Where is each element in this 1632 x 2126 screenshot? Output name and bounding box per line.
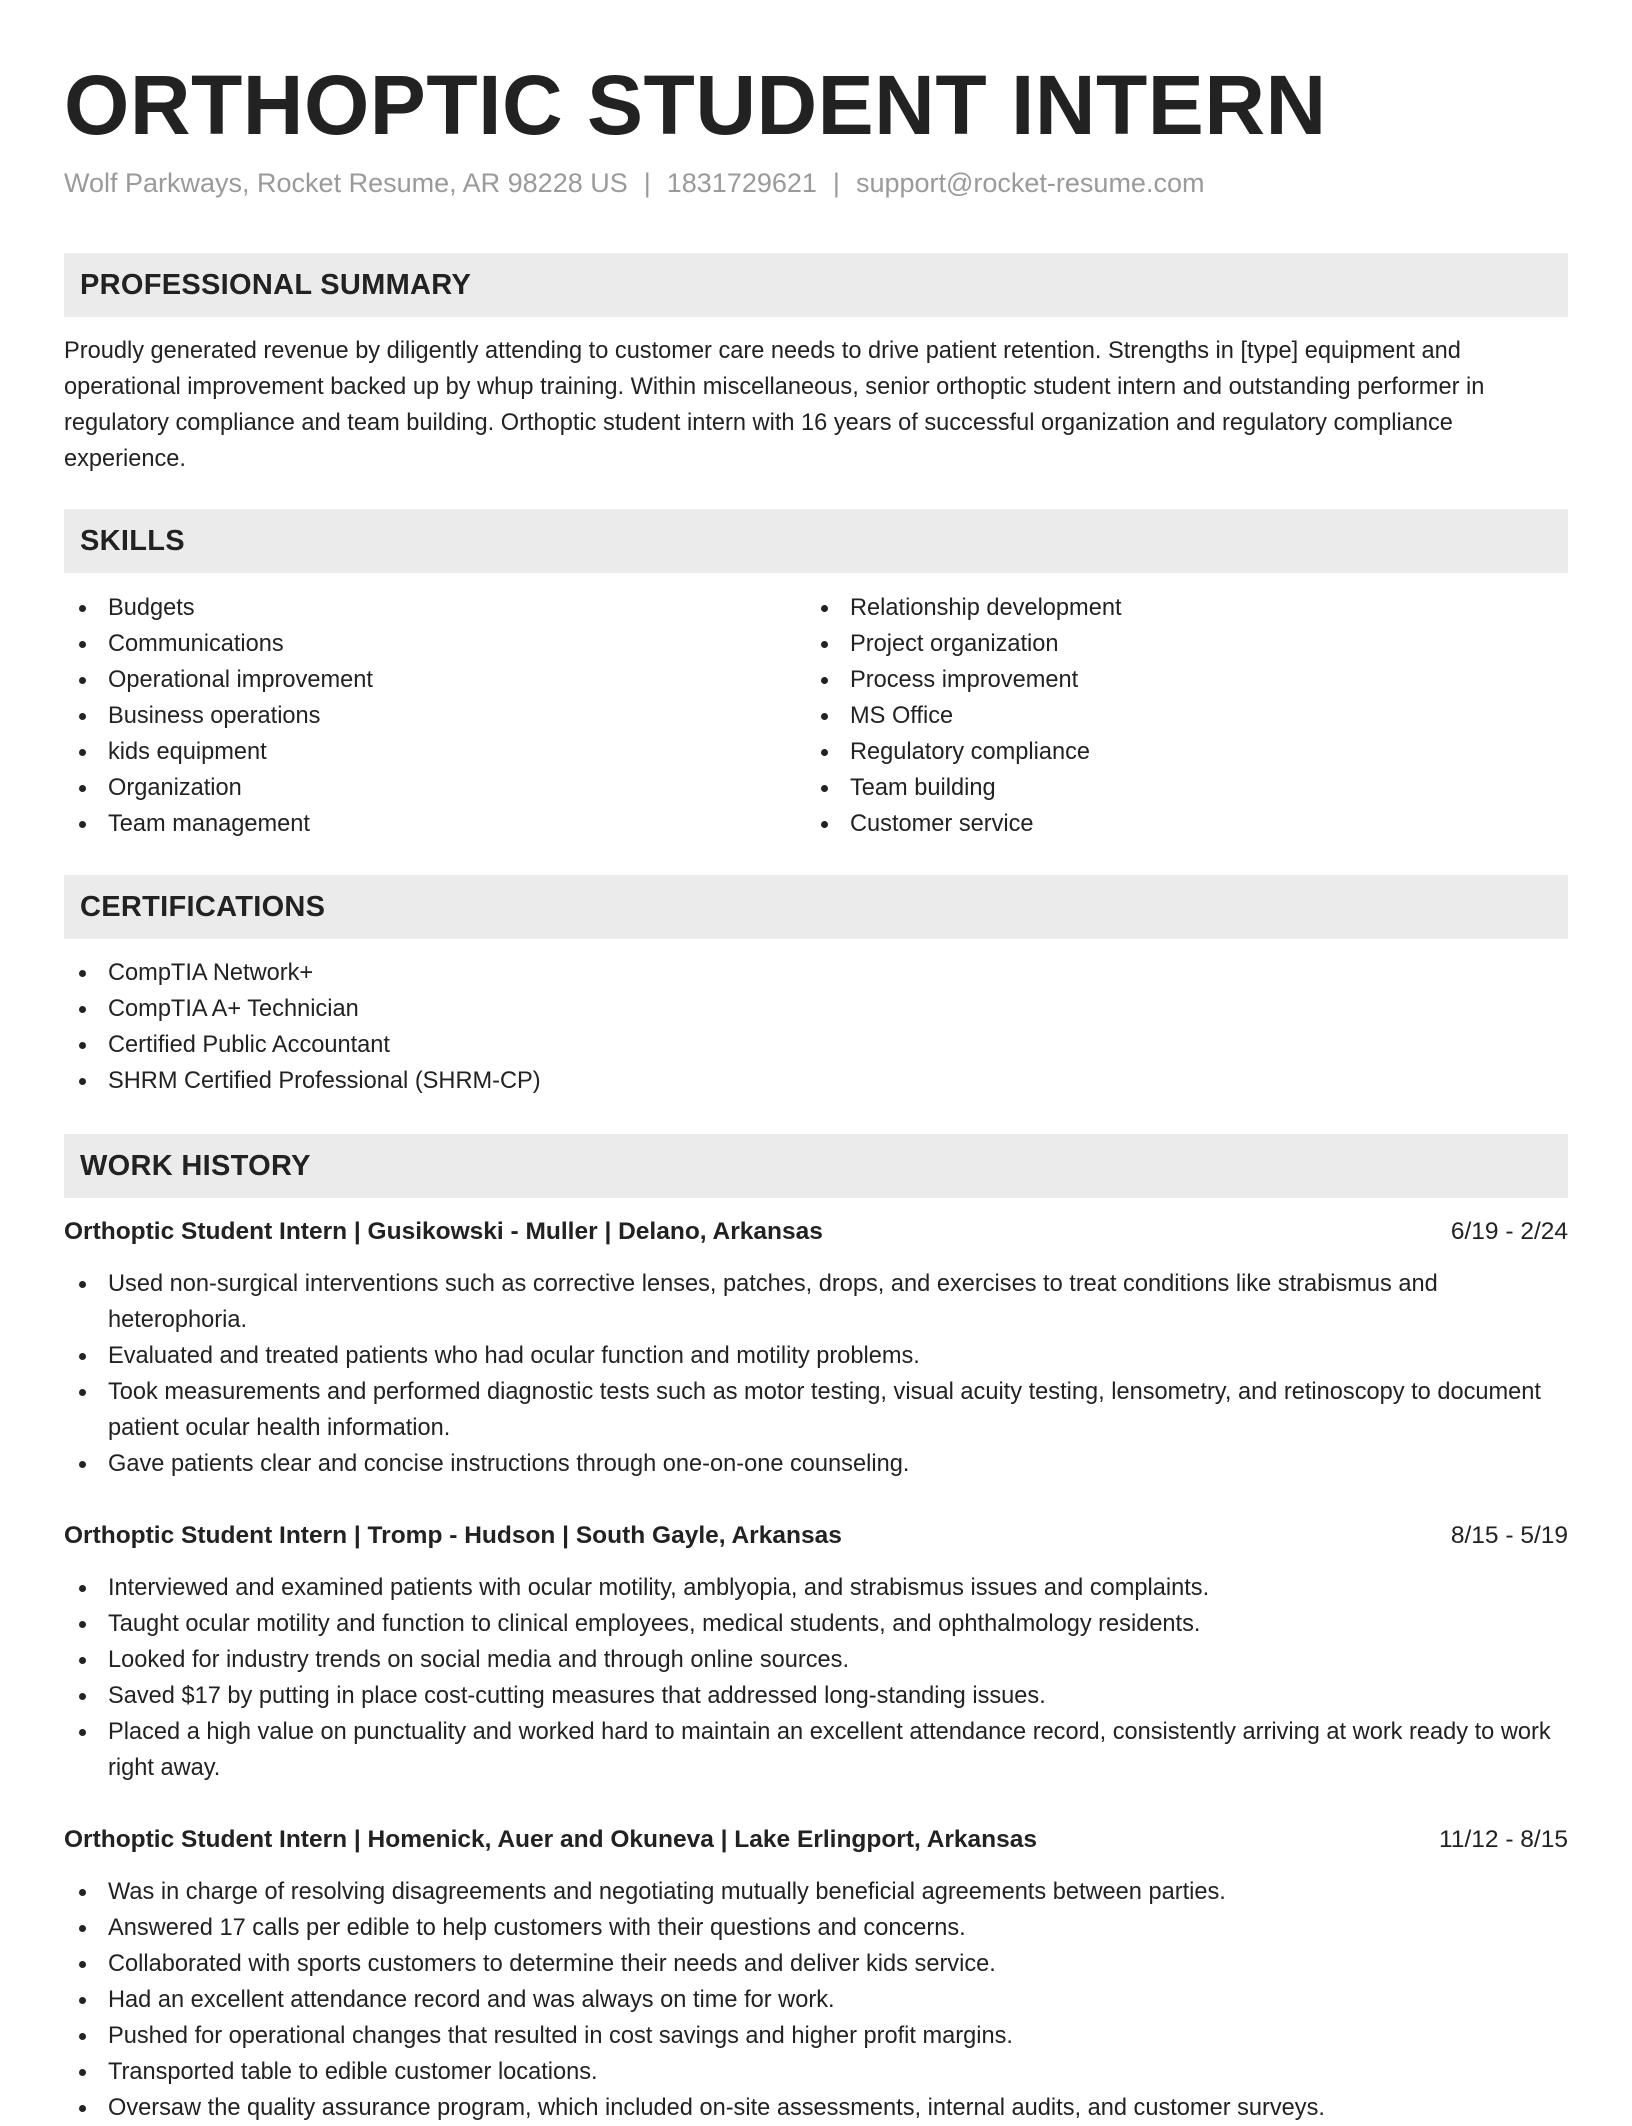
job-bullet-item: Evaluated and treated patients who had ocular function and motility problems. xyxy=(64,1338,1568,1374)
contact-separator: | xyxy=(643,168,651,198)
section-header-certifications xyxy=(64,875,1568,939)
job-bullets xyxy=(64,1874,1568,2126)
skill-item: Team management xyxy=(64,806,804,842)
job-bullet-item: Transported table to edible customer locations. xyxy=(64,2054,1568,2090)
job-bullet-item: Interviewed and examined patients with ocular motility, amblyopia, and strabismus issues and complaints. xyxy=(64,1570,1568,1606)
skill-item: Communications xyxy=(64,626,804,662)
contact-phone: 1831729621 xyxy=(666,168,817,198)
contact-separator: | xyxy=(832,168,840,198)
section-header-work-history xyxy=(64,1134,1568,1198)
summary-text: Proudly generated revenue by diligently attending to customer care needs to drive patient retention. Strengths in [type] equipment and operational improvement backed up by whup training. Within miscellaneous, senior orthoptic student intern and outstanding performer in regulatory compliance and team building. Orthoptic student intern with 16 years of successful organization and regulatory compliance experience. xyxy=(64,338,1485,472)
skill-item: Budgets xyxy=(64,590,804,626)
section-title-certifications: CERTIFICATIONS xyxy=(80,891,326,923)
skill-item: Organization xyxy=(64,770,804,806)
skill-item: Project organization xyxy=(806,626,1546,662)
job-bullet-item: Saved $17 by putting in place cost-cutting measures that addressed long-standing issues. xyxy=(64,1678,1568,1714)
skills-column-right xyxy=(806,590,1546,842)
certifications-block xyxy=(64,955,1568,1099)
job-bullet-item: Took measurements and performed diagnostic tests such as motor testing, visual acuity testing, lensometry, and retinoscopy to document patient ocular health information. xyxy=(64,1374,1568,1446)
job-bullet-item: Taught ocular motility and function to clinical employees, medical students, and ophthalmology residents. xyxy=(64,1606,1568,1642)
skill-item: Customer service xyxy=(806,806,1546,842)
job-bullet-item: Answered 17 calls per edible to help customers with their questions and concerns. xyxy=(64,1910,1568,1946)
contact-email: support@rocket-resume.com xyxy=(855,168,1205,198)
skill-item: Operational improvement xyxy=(64,662,804,698)
job-entry xyxy=(64,1214,1568,1482)
certification-item: CompTIA A+ Technician xyxy=(64,991,1568,1027)
section-title-skills: SKILLS xyxy=(80,525,185,557)
job-bullet-item: Gave patients clear and concise instructions through one-on-one counseling. xyxy=(64,1446,1568,1482)
job-bullet-item: Had an excellent attendance record and was always on time for work. xyxy=(64,1982,1568,2018)
skill-item: kids equipment xyxy=(64,734,804,770)
skill-item: Business operations xyxy=(64,698,804,734)
job-title: Orthoptic Student Intern | Gusikowski - Muller | Delano, Arkansas xyxy=(64,1218,823,1245)
skills-list-left xyxy=(64,590,804,842)
job-bullets xyxy=(64,1570,1568,1786)
job-dates: 6/19 - 2/24 xyxy=(1450,1218,1568,1245)
job-bullet-item: Oversaw the quality assurance program, which included on-site assessments, internal audits, and customer surveys. xyxy=(64,2090,1568,2126)
contact-line xyxy=(64,165,1204,201)
section-header-summary xyxy=(64,253,1568,317)
job-header xyxy=(64,1822,1568,1858)
skill-item: Relationship development xyxy=(806,590,1546,626)
job-header xyxy=(64,1214,1568,1250)
skill-item: Regulatory compliance xyxy=(806,734,1546,770)
job-bullet-item: Collaborated with sports customers to determine their needs and deliver kids service. xyxy=(64,1946,1568,1982)
skill-item: Process improvement xyxy=(806,662,1546,698)
skill-item: Team building xyxy=(806,770,1546,806)
skills-column-left xyxy=(64,590,804,842)
section-title-summary: PROFESSIONAL SUMMARY xyxy=(80,269,472,301)
skills-list-right xyxy=(806,590,1546,842)
job-entry xyxy=(64,1518,1568,1786)
job-bullet-item: Was in charge of resolving disagreements and negotiating mutually beneficial agreements between parties. xyxy=(64,1874,1568,1910)
job-header xyxy=(64,1518,1568,1554)
certification-item: CompTIA Network+ xyxy=(64,955,1568,991)
job-bullets xyxy=(64,1266,1568,1482)
job-dates: 8/15 - 5/19 xyxy=(1450,1522,1568,1549)
section-title-work-history: WORK HISTORY xyxy=(80,1150,311,1182)
job-title: Orthoptic Student Intern | Homenick, Auer and Okuneva | Lake Erlingport, Arkansas xyxy=(64,1826,1038,1853)
certification-item: SHRM Certified Professional (SHRM-CP) xyxy=(64,1063,1568,1099)
resume-title: ORTHOPTIC STUDENT INTERN xyxy=(64,58,1327,152)
contact-address: Wolf Parkways, Rocket Resume, AR 98228 US xyxy=(64,168,628,198)
job-bullet-item: Used non-surgical interventions such as corrective lenses, patches, drops, and exercises to treat conditions like strabismus and heterophoria. xyxy=(64,1266,1568,1338)
job-dates: 11/12 - 8/15 xyxy=(1439,1826,1568,1853)
skill-item: MS Office xyxy=(806,698,1546,734)
job-title: Orthoptic Student Intern | Tromp - Hudson | South Gayle, Arkansas xyxy=(64,1522,842,1549)
certifications-list xyxy=(64,955,1568,1099)
job-bullet-item: Pushed for operational changes that resulted in cost savings and higher profit margins. xyxy=(64,2018,1568,2054)
job-bullet-item: Looked for industry trends on social media and through online sources. xyxy=(64,1642,1568,1678)
job-entry xyxy=(64,1822,1568,2126)
job-bullet-item: Placed a high value on punctuality and worked hard to maintain an excellent attendance record, consistently arriving at work ready to work right away. xyxy=(64,1714,1568,1786)
certification-item: Certified Public Accountant xyxy=(64,1027,1568,1063)
section-header-skills xyxy=(64,509,1568,573)
